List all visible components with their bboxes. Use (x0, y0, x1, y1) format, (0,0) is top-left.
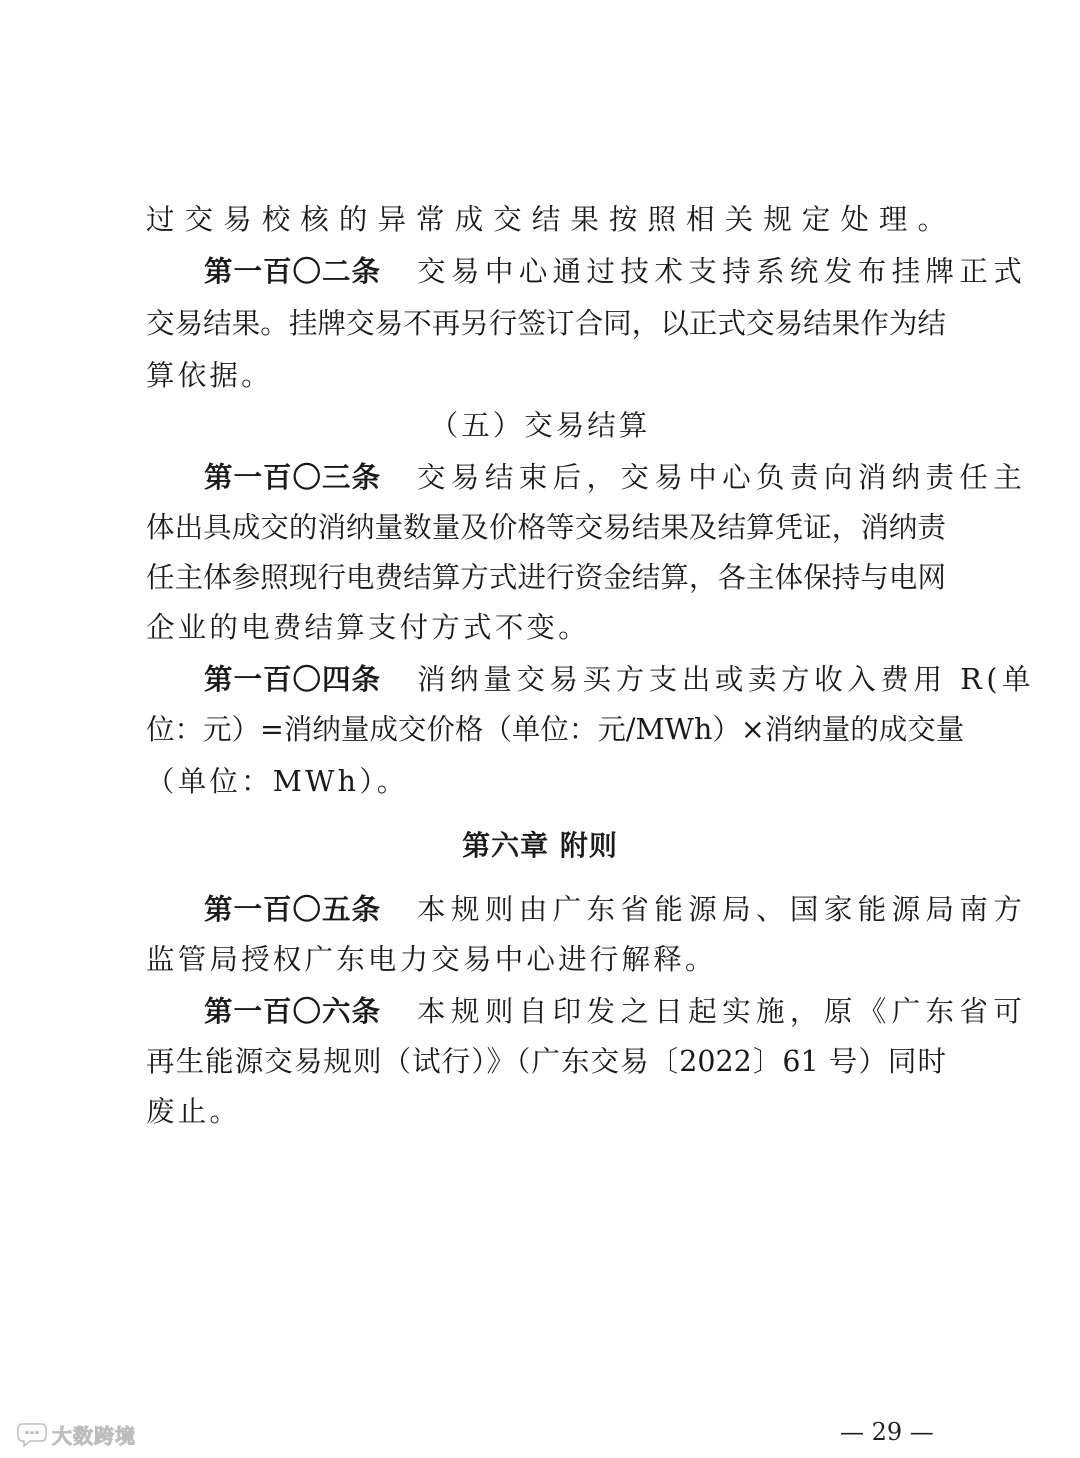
article-number: 第一百〇三条 (204, 461, 382, 494)
paragraph-line: 体出具成交的消纳量数量及价格等交易结果及结算凭证，消纳责 (146, 511, 946, 544)
section-heading: （五）交易结算 (429, 409, 651, 442)
article-number: 第一百〇四条 (204, 663, 382, 696)
paragraph-line: 废止。 (146, 1095, 242, 1128)
paragraph-line: 企业的电费结算支付方式不变。 (146, 611, 590, 644)
article-text: 消纳量交易买方支出或卖方收入费用 R(单 (417, 663, 1036, 696)
article-text: 交易结束后，交易中心负责向消纳责任主 (417, 461, 1028, 494)
watermark-text: 大数跨境 (52, 1423, 136, 1448)
paragraph-line: 算依据。 (146, 359, 273, 392)
article-103-first-line (204, 452, 1027, 504)
article-text: 本规则自印发之日起实施，原《广东省可 (417, 995, 1028, 1028)
paragraph-line: 位：元）=消纳量成交价格（单位：元/MWh）×消纳量的成交量 (146, 713, 965, 746)
article-106-first-line (204, 986, 1027, 1038)
article-text: 交易中心通过技术支持系统发布挂牌正式 (417, 255, 1028, 288)
chat-bubble-logo-icon (16, 1421, 48, 1447)
article-102-first-line (204, 246, 1027, 298)
article-104-first-line (204, 654, 1035, 706)
article-number: 第一百〇二条 (204, 255, 382, 288)
article-105-first-line (204, 884, 1027, 936)
paragraph-line: 监管局授权广东电力交易中心进行解释。 (146, 943, 717, 976)
article-text: 本规则由广东省能源局、国家能源局南方 (417, 893, 1028, 926)
article-number: 第一百〇六条 (204, 995, 382, 1028)
paragraph-line: 过交易校核的异常成交结果按照相关规定处理。 (146, 203, 946, 236)
paragraph-line: 交易结果。挂牌交易不再另行签订合同，以正式交易结果作为结 (146, 307, 946, 340)
watermark (16, 1418, 136, 1450)
paragraph-line: 再生能源交易规则（试行）》（广东交易〔2022〕61 号）同时 (146, 1045, 946, 1078)
paragraph-line: 任主体参照现行电费结算方式进行资金结算，各主体保持与电网 (146, 561, 946, 594)
chapter-heading: 第六章 附则 (462, 829, 618, 862)
article-number: 第一百〇五条 (204, 893, 382, 926)
paragraph-line: （单位：MWh）。 (146, 765, 409, 798)
page-number: — 29 — (840, 1418, 934, 1446)
